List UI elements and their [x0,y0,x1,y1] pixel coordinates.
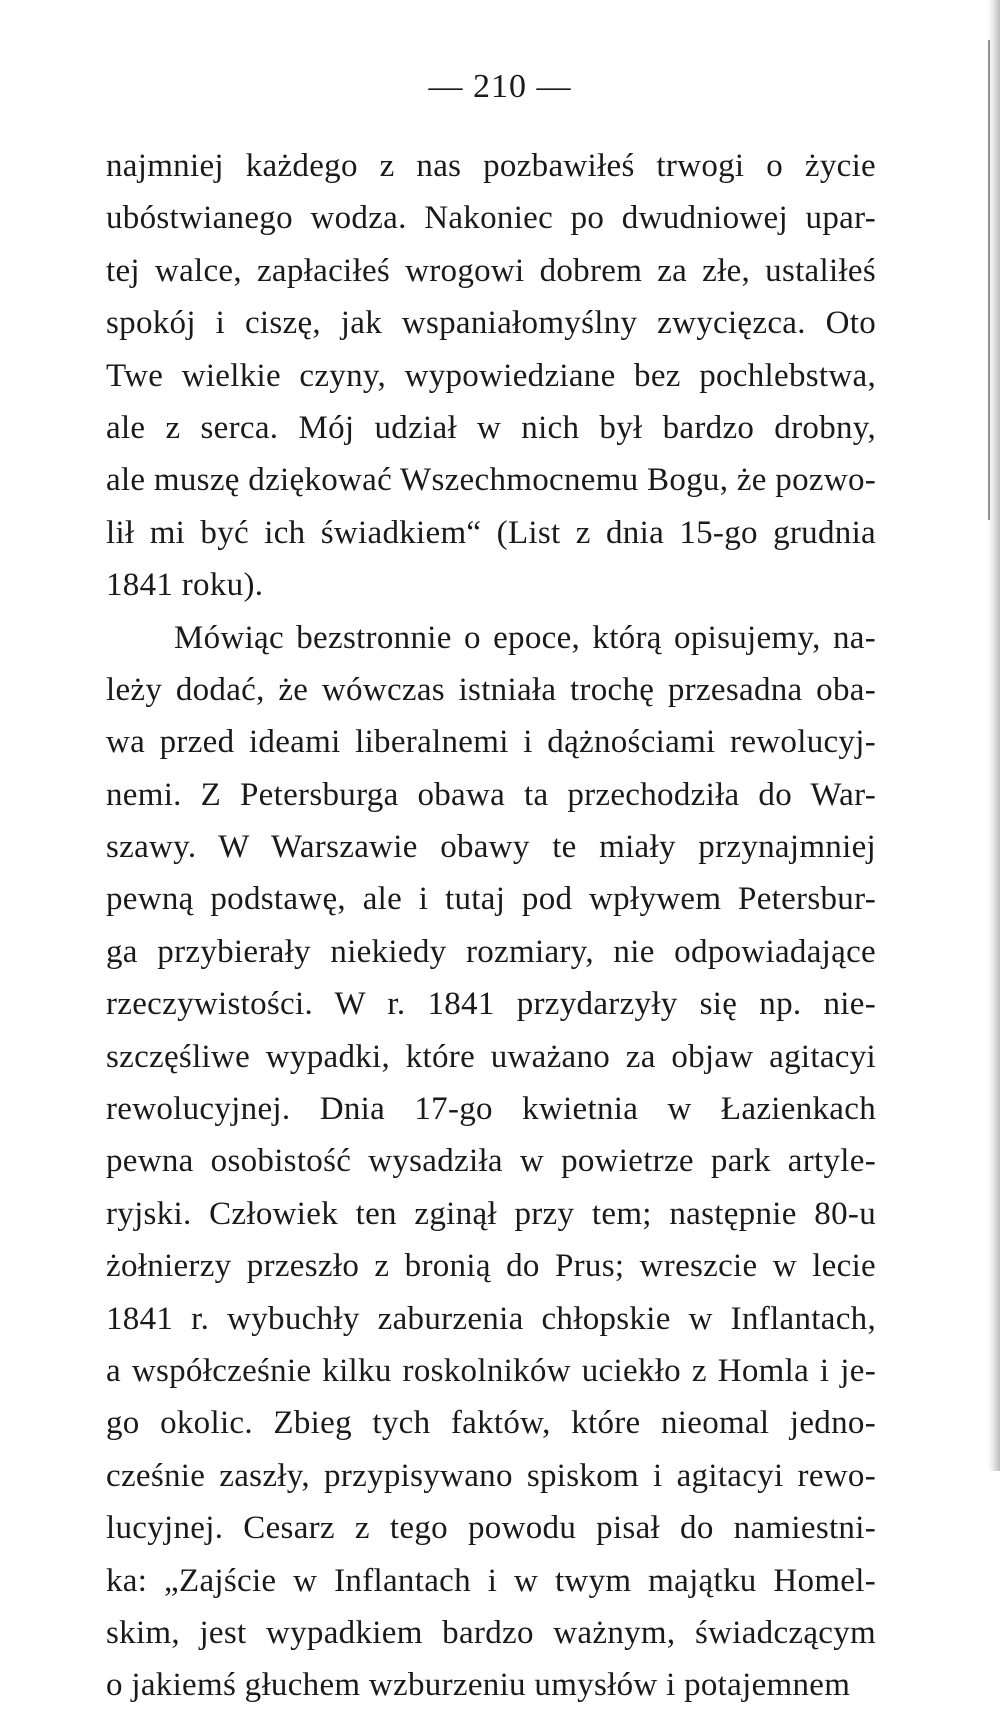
text-line: a współcześnie kilku roskolników uciekło z Homla i je- [106,1352,876,1389]
text-line: szawy. W Warszawie obawy te miały przynajmniej [106,829,876,866]
text-line: ale muszę dziękować Wszechmocnemu Bogu, że pozwo- [106,462,877,499]
text-line: ka: „Zajście w Inflantach i w twym majątku Homel- [106,1562,876,1599]
text-line: rzeczywistości. W r. 1841 przydarzyły się np. nie- [106,986,876,1023]
page-number: — 210 — [428,68,572,105]
text-line: o jakiemś głuchem wzburzeniu umysłów i potajemnem [106,1667,851,1704]
text-line: rewolucyjnej. Dnia 17-go kwietnia w Łazienkach [106,1091,876,1128]
text-line: Twe wielkie czyny, wypowiedziane bez pochlebstwa, [106,357,876,394]
text-line: spokój i ciszę, jak wspaniałomyślny zwycięzca. Oto [106,305,876,342]
text-line: ale z serca. Mój udział w nich był bardzo drobny, [106,409,876,446]
body-text [106,140,876,1712]
text-line: 1841 roku). [106,567,264,604]
text-line: pewna osobistość wysadziła w powietrze park artyle- [106,1143,876,1180]
text-line: 1841 r. wybuchły zaburzenia chłopskie w Inflantach, [106,1300,876,1337]
text-line: lucyjnej. Cesarz z tego powodu pisał do namiestni- [106,1510,876,1547]
text-line: leży dodać, że wówczas istniała trochę przesadna oba- [106,671,876,708]
text-line: żołnierzy przeszło z bronią do Prus; wreszcie w lecie [106,1248,876,1285]
text-line: go okolic. Zbieg tych faktów, które nieomal jedno- [106,1405,876,1442]
text-line: pewną podstawę, ale i tutaj pod wpływem Petersbur- [106,881,876,918]
text-line: tej walce, zapłaciłeś wrogowi dobrem za złe, ustaliłeś [106,252,876,289]
text-line: cześnie zaszły, przypisywano spiskom i agitacyi rewo- [106,1457,876,1494]
text-line: skim, jest wypadkiem bardzo ważnym, świadczącym [106,1614,876,1651]
text-line: ryjski. Człowiek ten zginął przy tem; następnie 80-u [106,1195,876,1232]
text-line: ubóstwianego wodza. Nakoniec po dwudniowej upar- [106,200,876,237]
paragraph-start-line: Mówiąc bezstronnie o epoce, którą opisujemy, na- [174,619,876,656]
text-line: wa przed ideami liberalnemi i dążnościami rewolucyj- [106,724,876,761]
text-line: ga przybierały niekiedy rozmiary, nie odpowiadające [106,933,876,970]
page-edge-line [988,40,990,520]
text-line: najmniej każdego z nas pozbawiłeś trwogi o życie [106,148,876,184]
text-line: lił mi być ich świadkiem“ (List z dnia 15-go grudnia [106,514,876,551]
text-line: nemi. Z Petersburga obawa ta przechodziła do War- [106,776,876,813]
text-line: szczęśliwe wypadki, które uważano za objaw agitacyi [106,1038,876,1075]
